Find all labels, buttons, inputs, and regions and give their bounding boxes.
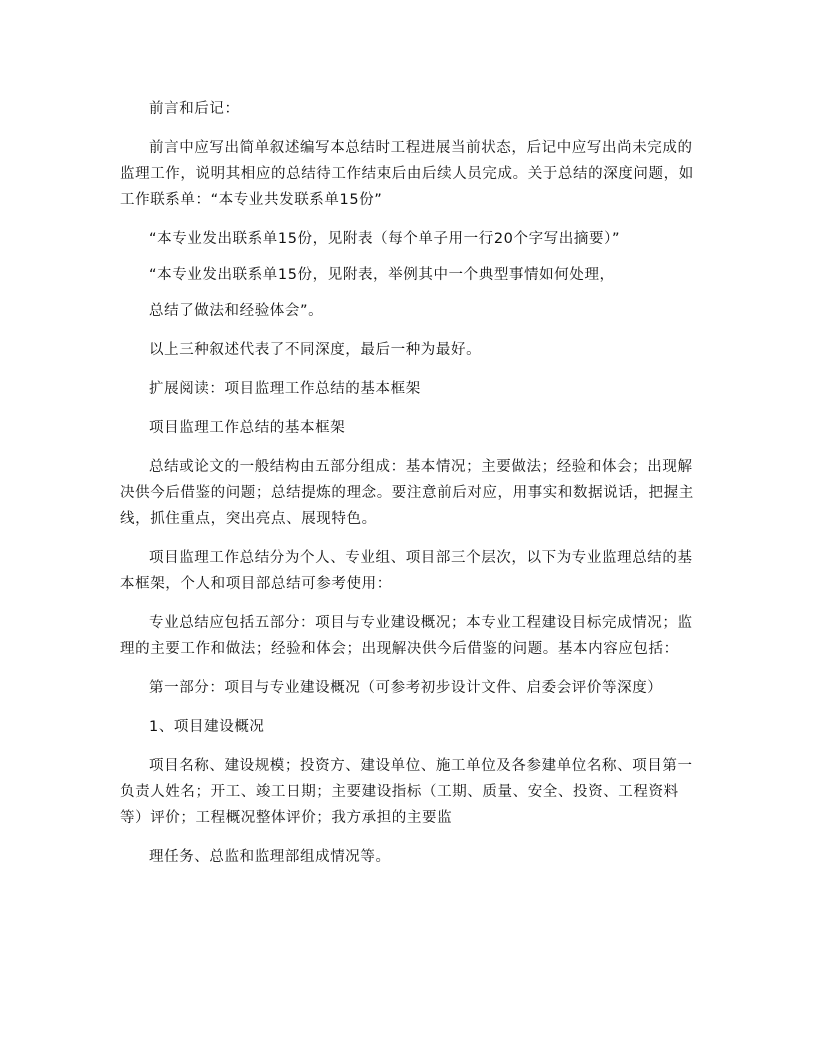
paragraph-depth-conclusion: 以上三种叙述代表了不同深度，最后一种为最好。	[149, 342, 482, 358]
paragraph-general-structure: 总结或论文的一般结构由五部分组成：基本情况；主要做法；经验和体会；出现解决供今后借鉴的问题；总结提炼的理念。要注意前后对应，用事实和数据说话，把握主线，抓住重点，突出亮点、展现特色。	[120, 459, 694, 527]
example-quote-3: “本专业发出联系单15份，见附表，举例其中一个典型事情如何处理，	[149, 267, 615, 283]
heading-project-overview: 1、项目建设概况	[149, 719, 265, 735]
paragraph-preface-description: 前言中应写出简单叙述编写本总结时工程进展当前状态，后记中应写出尚未完成的监理工作，说明其相应的总结待工作结束后由后续人员完成。关于总结的深度问题，如工作联系单：“本专业共发联系单15份”	[120, 140, 694, 208]
paragraph-five-parts: 专业总结应包括五部分：项目与专业建设概况；本专业工程建设目标完成情况；监理的主要工作和做法；经验和体会；出现解决供今后借鉴的问题。基本内容应包括：	[120, 615, 693, 657]
document-body	[120, 96, 698, 883]
paragraph-summary-levels: 项目监理工作总结分为个人、专业组、项目部三个层次，以下为专业监理总结的基本框架，个人和项目部总结可参考使用：	[120, 550, 693, 592]
heading-preface-postscript: 前言和后记：	[149, 101, 240, 117]
extended-reading-line: 扩展阅读：项目监理工作总结的基本框架	[149, 381, 421, 397]
paragraph-project-details-continued: 理任务、总监和监理部组成情况等。	[149, 849, 391, 865]
section-title-framework: 项目监理工作总结的基本框架	[149, 420, 346, 436]
example-quote-2: “本专业发出联系单15份，见附表（每个单子用一行20个字写出摘要）”	[149, 231, 621, 247]
paragraph-project-details: 项目名称、建设规模；投资方、建设单位、施工单位及各参建单位名称、项目第一负责人姓名；开工、竣工日期；主要建设指标（工期、质量、安全、投资、工程资料等）评价；工程概况整体评价；我方承担的主要监	[120, 758, 693, 826]
example-quote-3-continued: 总结了做法和经验体会”。	[149, 303, 324, 319]
heading-part-one: 第一部分：项目与专业建设概况（可参考初步设计文件、启委会评价等深度）	[149, 680, 663, 696]
